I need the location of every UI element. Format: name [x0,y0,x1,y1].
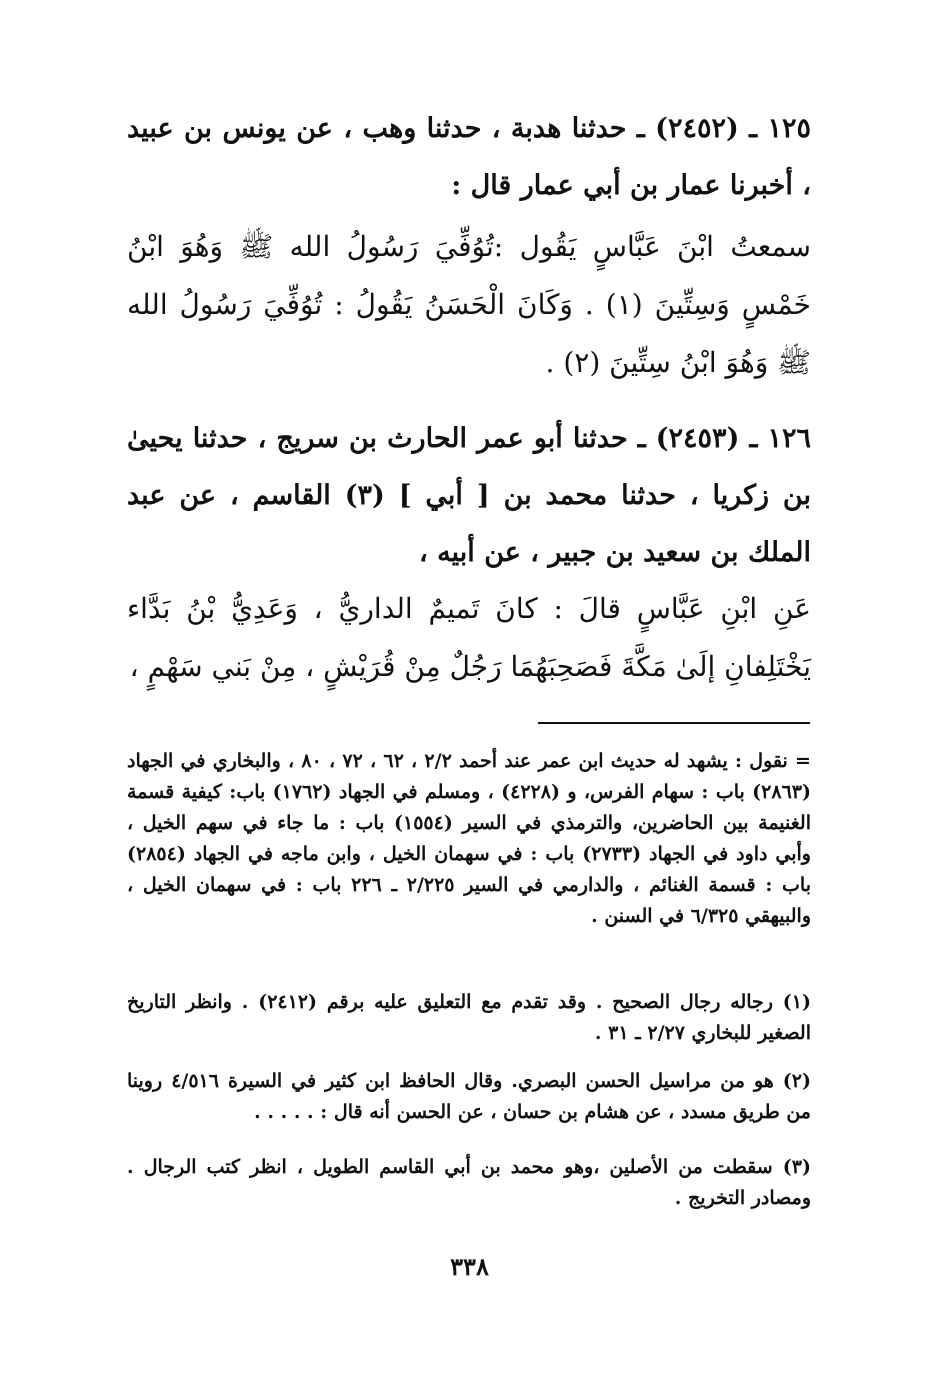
hadith-126-chain-of-narration: ١٢٦ ـ (٢٤٥٣) ـ حدثنا أبو عمر الحارث بن سريج ، حدثنا يحيىٰ بن زكريا ، حدثنا محمد بن [ أبي ] (٣) القاسم ، عن عبد الملك بن سعيد بن جبير ، عن أبيه ، [127,423,812,568]
page-number: ٣٣٨ [450,1252,489,1281]
footnote-separator [538,722,810,724]
footnote-continued: = نقول : يشهد له حديث ابن عمر عند أحمد ٢/٢ ، ٦٢ ، ٧٢ ، ٨٠ ، والبخاري في الجهاد (٢٨٦٣) باب : سهام الفرس، و (٤٢٢٨) ، ومسلم في الجهاد (١٧٦٢) باب: كيفية قسمة الغنيمة بين الحاضرين، والترمذي في السير (١٥٥٤) باب : ما جاء في سهم الخيل ، وأبي داود في الجهاد (٢٧٣٣) باب : في سهمان الخيل ، وابن ماجه في الجهاد (٢٨٥٤) باب : قسمة الغنائم ، والدارمي في السير ٢/٢٢٥ ـ ٢٢٦ باب : في سهمان الخيل ، والبيهقي ٦/٣٢٥ في السنن . [127,750,812,927]
footnote-1: (١) رجاله رجال الصحيح . وقد تقدم مع التعليق عليه برقم (٢٤١٢) . وانظر التاريخ الصغير للبخاري ٢/٢٧ ـ ٣١ . [127,991,811,1044]
footnote-2: (٢) هو من مراسيل الحسن البصري. وقال الحافظ ابن كثير في السيرة ٤/٥١٦ روينا من طريق مسدد ، عن هشام بن حسان ، عن الحسن أنه قال : . . . . . [127,1070,812,1123]
hadith-125-text: سمعتُ ابْنَ عَبَّاسٍ يَقُول :تُوُفِّيَ رَسُولُ الله ﷺ وَهُوَ ابْنُ خَمْسٍ وَسِتِّينَ (١) . وَكَانَ الْحَسَنُ يَقُولُ : تُوُفِّيَ رَسُولُ الله ﷺ وَهُوَ ابْنُ سِتِّينَ (٢) . [127,230,811,379]
hadith-126-text: عَنِ ابْنِ عَبَّاسٍ قالَ : كانَ تَميمٌ الداريُّ ، وَعَدِيُّ بْنُ بَدَّاء يَخْتَلِفانِ إلَىٰ مَكَّةَ فَصَحِبَهُمَا رَجُلٌ مِنْ قُرَيْشٍ ، مِنْ بَني سَهْمٍ ، [127,592,811,683]
hadith-125-chain-of-narration: ١٢٥ ـ (٢٤٥٢) ـ حدثنا هدبة ، حدثنا وهب ، عن يونس بن عبيد ، أخبرنا عمار بن أبي عمار قال : [127,113,811,201]
footnote-3: (٣) سقطت من الأصلين ،وهو محمد بن أبي القاسم الطويل ، انظر كتب الرجال . ومصادر التخريج . [127,1156,811,1209]
